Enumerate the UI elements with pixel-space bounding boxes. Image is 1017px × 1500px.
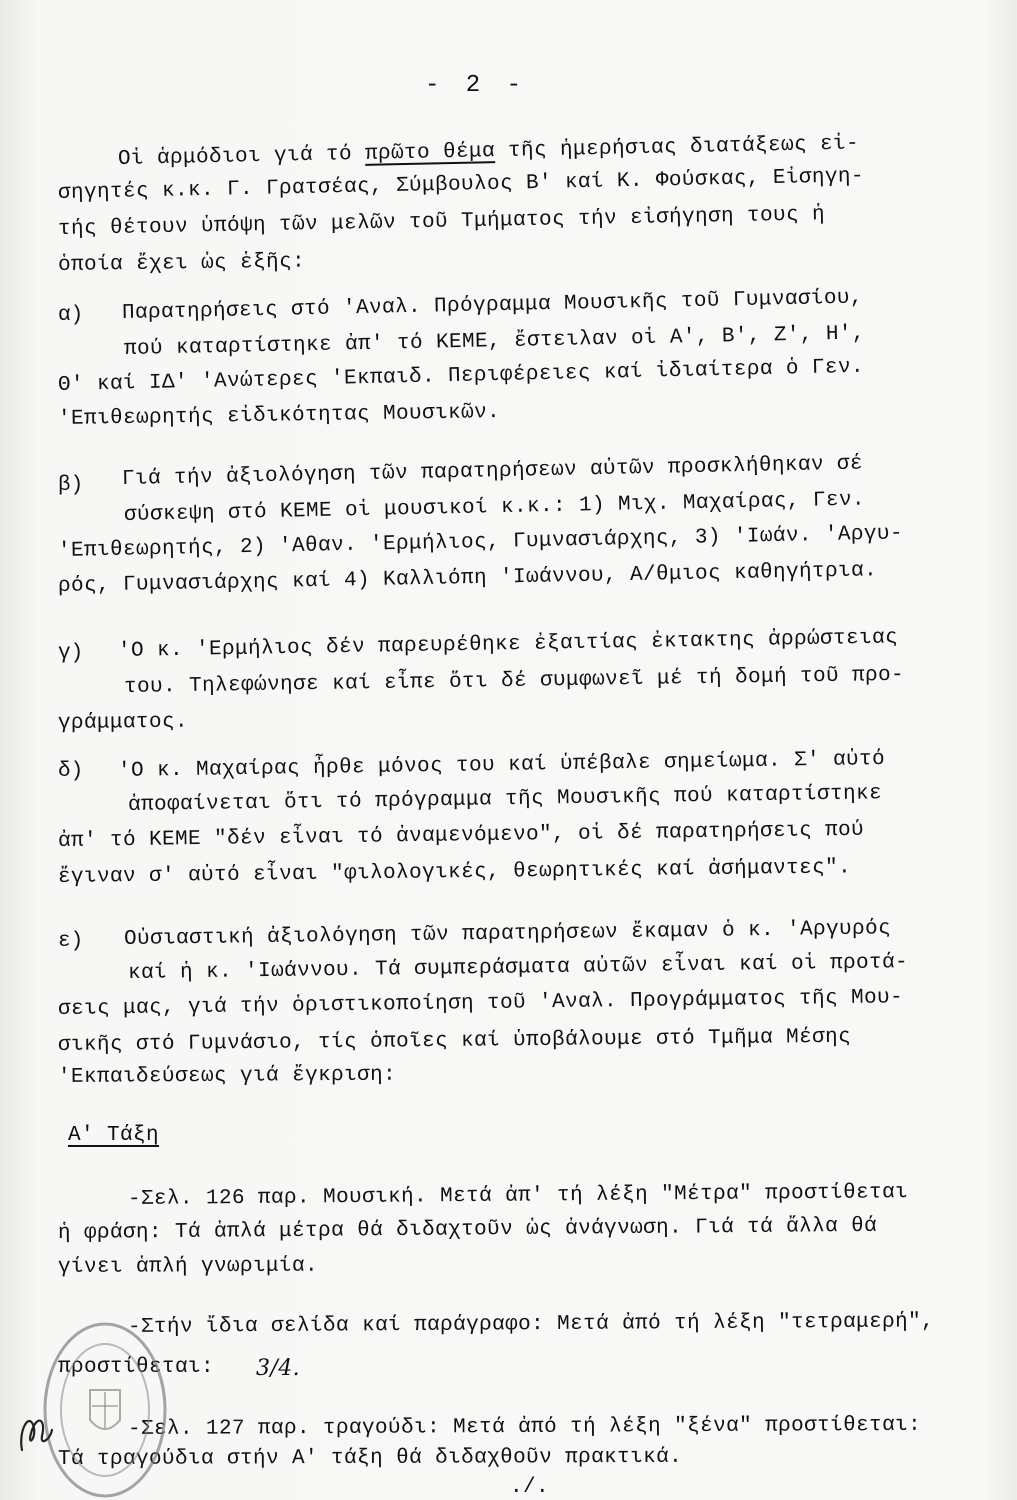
section-para-2-line-1: -Στήν ἴδια σελίδα καί παράγραφο: Μετά ἀπό τή λέξη "τετραμερή", xyxy=(127,1310,935,1339)
item-gamma-label: γ) xyxy=(58,642,84,665)
intro-line-2: σηγητές κ.κ. Γ. Γρατσέας, Σύμβουλος Β' καί Κ. Φούσκας, Εἰσηγη- xyxy=(57,165,865,205)
item-beta-line-3: 'Επιθεωρητής, 2) 'Αθαν. 'Ερμήλιος, Γυμνασιάρχης, 3) 'Ιωάν. 'Αργυ- xyxy=(57,522,904,563)
section-para-1-line-2: ἡ φράση: Τά ἁπλά μέτρα θά διδαχτοῦν ὡς ἀνάγνωση. Γιά τά ἄλλα θά xyxy=(57,1214,878,1245)
item-alpha-line-4: 'Επιθεωρητής εἰδικότητας Μουσικῶν. xyxy=(57,401,501,431)
item-epsilon-line-2: καί ἡ κ. 'Ιωάννου. Τά συμπεράσματα αὐτῶν εἶναι καί οἱ προτά- xyxy=(127,951,909,985)
item-epsilon-label: ε) xyxy=(58,930,84,953)
item-beta-label: β) xyxy=(58,474,84,497)
section-para-1-line-1: -Σελ. 126 παρ. Μουσική. Μετά ἀπ' τή λέξη "Μέτρα" προστίθεται xyxy=(127,1181,909,1211)
section-para-2-handwritten-value: 3/4. xyxy=(256,1356,300,1381)
page-number: - 2 - xyxy=(425,72,528,99)
section-heading: Α' Τάξη xyxy=(68,1124,160,1147)
section-para-3-line-1: -Σελ. 127 παρ. τραγούδι: Μετά ἀπό τή λέξη "ξένα" προστίθεται: xyxy=(127,1413,922,1441)
page-continuation-mark: ./. xyxy=(510,1476,550,1499)
item-gamma-line-3: γράμματος. xyxy=(57,710,189,735)
item-delta-line-4: ἔγιναν σ' αὐτό εἶναι "φιλολογικές, θεωρητικές καί ἀσήμαντες". xyxy=(57,856,852,889)
item-beta-line-4: ρός, Γυμνασιάρχης καί 4) Καλλιόπη 'Ιωάννου, Α/θμιος καθηγήτρια. xyxy=(57,559,878,598)
item-beta-line-1: Γιά τήν ἀξιολόγηση τῶν παρατηρήσεων αὐτῶν προσκλήθηκαν σέ xyxy=(121,452,864,491)
item-alpha-line-2: πού καταρτίστηκε ἀπ' τό ΚΕΜΕ, ἔστειλαν οἱ Α', Β', Ζ', Η', xyxy=(123,322,866,361)
section-para-1-line-3: γίνει ἁπλή γνωριμία. xyxy=(57,1254,319,1279)
item-delta-line-2: ἀποφαίνεται ὅτι τό πρόγραμμα τῆς Μουσικῆς πού καταρτίστηκε xyxy=(127,782,883,817)
item-delta-line-1: 'Ο κ. Μαχαίρας ἦρθε μόνος του καί ὑπέβαλε σημείωμα. Σ' αὐτό xyxy=(117,747,886,783)
item-alpha-line-1: Παρατηρήσεις στό 'Αναλ. Πρόγραμμα Μουσικῆς τοῦ Γυμνασίου, xyxy=(121,286,864,325)
intro-line-1-start: Οἱ ἁρμόδιοι γιά τό xyxy=(117,142,366,171)
section-para-2-line-2: προστίθεται: xyxy=(58,1356,215,1379)
item-epsilon-line-5: 'Εκπαιδεύσεως γιά ἔγκριση: xyxy=(57,1063,397,1089)
intro-line-1-end: τῆς ἡμερήσιας διατάξεως εἰ- xyxy=(494,132,860,164)
intro-underlined-topic: πρῶτο θέμα xyxy=(364,140,496,166)
item-alpha-line-3: Θ' καί ΙΔ' 'Ανώτερες 'Εκπαιδ. Περιφέρειες καί ἰδιαίτερα ὁ Γεν. xyxy=(57,355,865,397)
intro-line-3: τής θέτουν ὑπόψη τῶν μελῶν τοῦ Τμήματος τήν εἰσήγηση τους ἡ xyxy=(57,203,826,241)
section-para-3-line-2: Τά τραγούδια στήν Α' τάξη θά διδαχθοῦν πρακτικά. xyxy=(57,1445,683,1471)
intro-line-4: ὁποία ἔχει ὡς ἑξῆς: xyxy=(57,250,306,277)
item-delta-line-3: ἀπ' τό ΚΕΜΕ "δέν εἶναι τό ἀναμενόμενο", οἱ δέ παρατηρήσεις πού xyxy=(57,818,865,853)
intro-line-1 xyxy=(118,132,859,171)
item-beta-line-2: σύσκεψη στό ΚΕΜΕ οἱ μουσικοί κ.κ.: 1) Μιχ. Μαχαίρας, Γεν. xyxy=(123,488,866,527)
item-gamma-line-2: του. Τηλεφώνησε καί εἶπε ὅτι δέ συμφωνεῖ μέ τή δομή τοῦ προ- xyxy=(123,663,905,699)
item-epsilon-line-4: σικῆς στό Γυμνάσιο, τίς ὁποῖες καί ὑποβάλουμε στό Τμῆμα Μέσης xyxy=(57,1025,852,1057)
item-alpha-label: α) xyxy=(58,304,84,327)
handwritten-signature xyxy=(12,1400,60,1460)
item-epsilon-line-3: σεις μας, γιά τήν ὁριστικοποίηση τοῦ 'Αναλ. Προγράμματος τῆς Μου- xyxy=(57,986,904,1021)
item-delta-label: δ) xyxy=(58,760,84,783)
item-gamma-line-1: 'Ο κ. 'Ερμήλιος δέν παρευρέθηκε ἐξαιτίας ἐκτακτης ἀρρώστειας xyxy=(117,626,899,663)
item-epsilon-line-1: Οὐσιαστική ἀξιολόγηση τῶν παρατηρήσεων ἔκαμαν ὁ κ. 'Αργυρός xyxy=(123,917,892,951)
